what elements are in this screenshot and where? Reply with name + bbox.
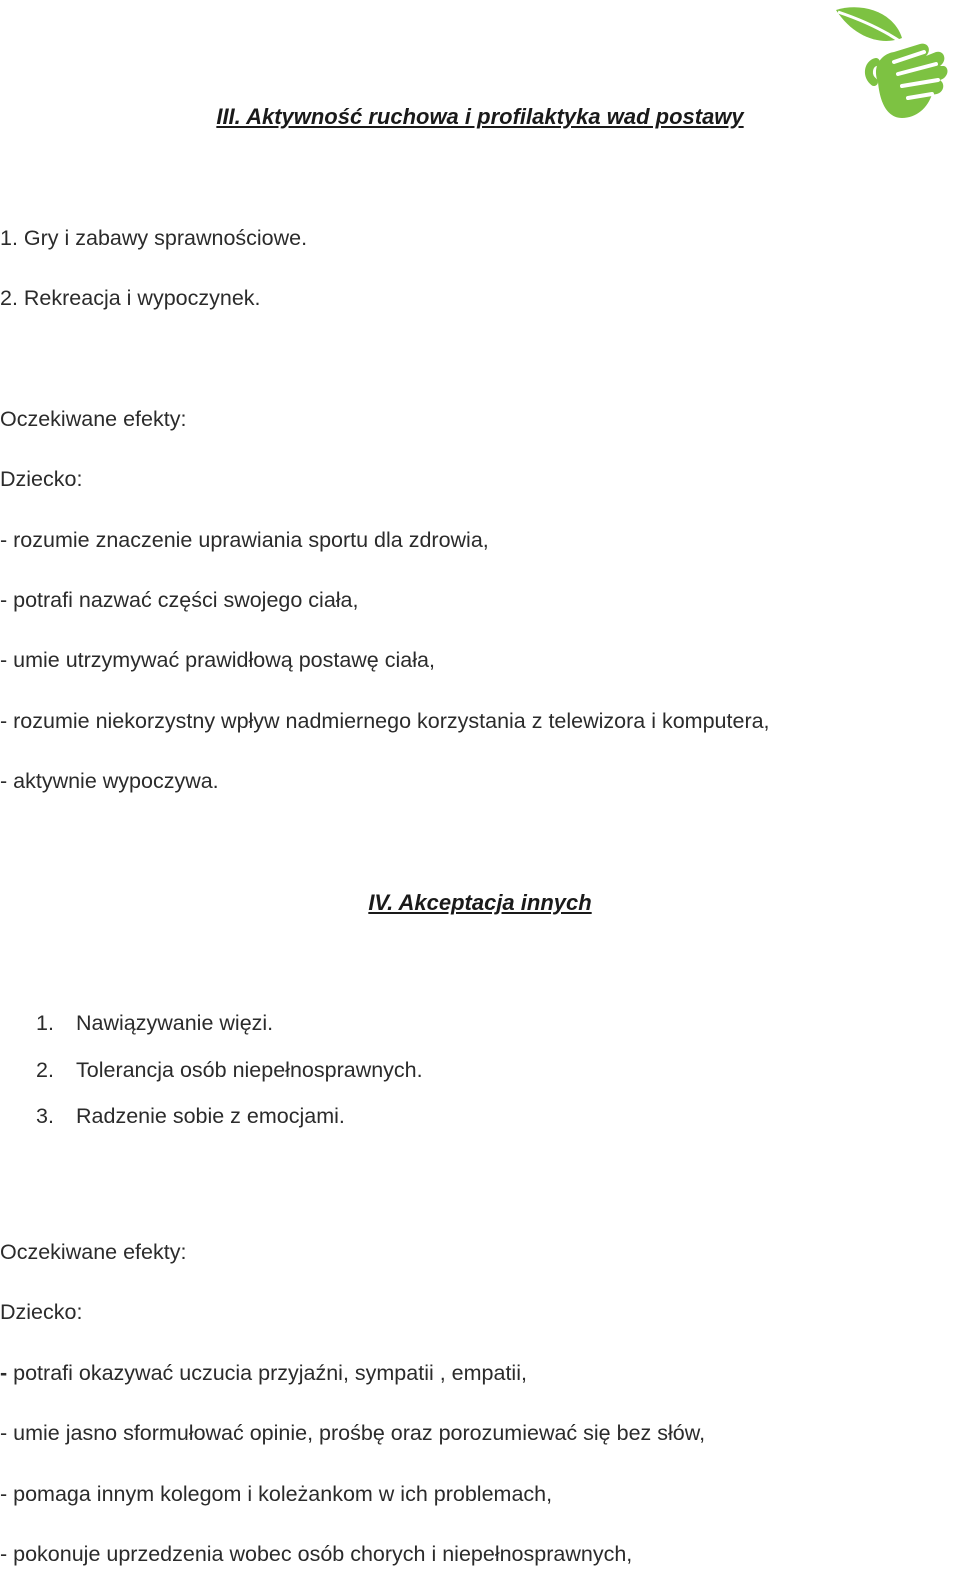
item-number: 3. <box>36 1104 54 1128</box>
item-text: Tolerancja osób niepełnosprawnych. <box>76 1058 423 1082</box>
section-3-heading: III. Aktywność ruchowa i profilaktyka wad postawy <box>216 104 744 129</box>
item-number: 2. <box>36 1058 54 1082</box>
effect-item: - rozumie znaczenie uprawiania sportu dla zdrowia, <box>0 528 489 552</box>
effects-label: Oczekiwane efekty: <box>0 1240 187 1264</box>
effect-dash: - <box>0 1361 8 1385</box>
list-item: 1. Gry i zabawy sprawnościowe. <box>0 226 308 250</box>
effect-item: - aktywnie wypoczywa. <box>0 769 219 793</box>
effect-text: potrafi okazywać uczucia przyjaźni, sympatii , empatii, <box>7 1361 527 1385</box>
effects-label: Oczekiwane efekty: <box>0 407 187 431</box>
effect-item: - pomaga innym kolegom i koleżankom w ich problemach, <box>0 1482 553 1506</box>
effect-item: - potrafi nazwać części swojego ciała, <box>0 588 359 612</box>
item-text: Nawiązywanie więzi. <box>76 1011 274 1035</box>
effect-item: - rozumie niekorzystny wpływ nadmiernego korzystania z telewizora i komputera, <box>0 709 770 733</box>
section-4-heading: IV. Akceptacja innych <box>368 890 592 915</box>
effect-item <box>0 1361 527 1386</box>
effect-item: - umie jasno sformułować opinie, prośbę oraz porozumiewać się bez słów, <box>0 1421 706 1445</box>
numbered-item <box>0 1058 423 1083</box>
child-label: Dziecko: <box>0 467 83 491</box>
item-text: Radzenie sobie z emocjami. <box>76 1104 345 1128</box>
effect-item: - pokonuje uprzedzenia wobec osób chorych i niepełnosprawnych, <box>0 1542 633 1566</box>
numbered-item <box>0 1011 273 1036</box>
child-label: Dziecko: <box>0 1300 83 1324</box>
numbered-item <box>0 1104 345 1129</box>
effect-item: - umie utrzymywać prawidłową postawę ciała, <box>0 648 435 672</box>
item-number: 1. <box>36 1011 54 1035</box>
list-item: 2. Rekreacja i wypoczynek. <box>0 286 261 310</box>
